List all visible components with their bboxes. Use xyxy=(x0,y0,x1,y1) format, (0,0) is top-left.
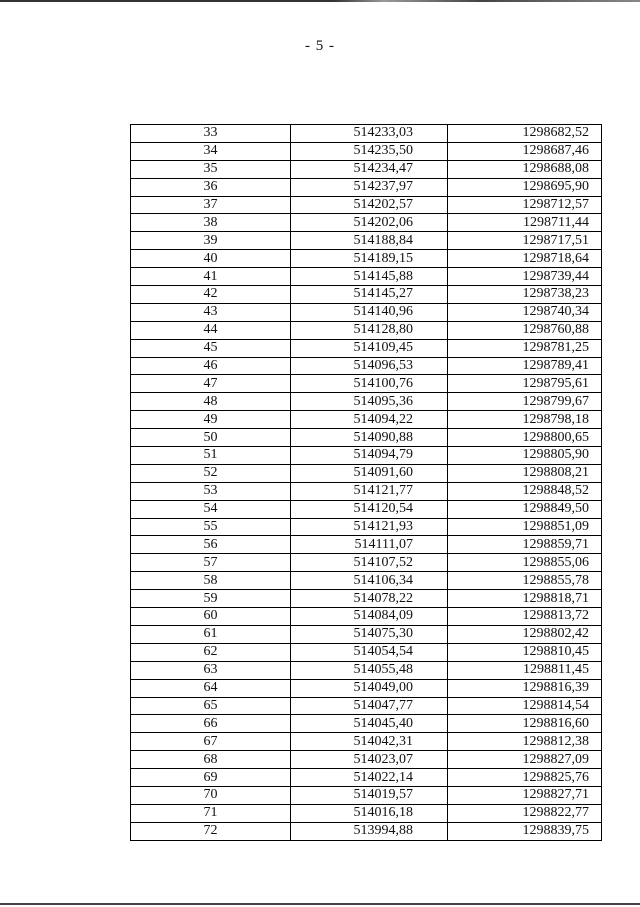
table-row xyxy=(131,697,602,715)
y-coordinate-cell: 1298855,78 xyxy=(448,572,602,590)
x-coordinate-cell: 514023,07 xyxy=(291,751,448,769)
y-coordinate-cell: 1298827,71 xyxy=(448,786,602,804)
y-coordinate-cell: 1298799,67 xyxy=(448,393,602,411)
y-coordinate-cell: 1298825,76 xyxy=(448,769,602,787)
y-coordinate-cell: 1298688,08 xyxy=(448,160,602,178)
table-row xyxy=(131,250,602,268)
table-row xyxy=(131,733,602,751)
x-coordinate-cell: 514090,88 xyxy=(291,429,448,447)
x-coordinate-cell: 514054,54 xyxy=(291,643,448,661)
y-coordinate-cell: 1298810,45 xyxy=(448,643,602,661)
x-coordinate-cell: 514095,36 xyxy=(291,393,448,411)
point-number-cell: 51 xyxy=(131,447,291,465)
point-number-cell: 38 xyxy=(131,214,291,232)
y-coordinate-cell: 1298816,60 xyxy=(448,715,602,733)
y-coordinate-cell: 1298812,38 xyxy=(448,733,602,751)
table-row xyxy=(131,500,602,518)
y-coordinate-cell: 1298855,06 xyxy=(448,554,602,572)
table-row xyxy=(131,625,602,643)
table-row xyxy=(131,679,602,697)
x-coordinate-cell: 514188,84 xyxy=(291,232,448,250)
table-row xyxy=(131,268,602,286)
point-number-cell: 68 xyxy=(131,751,291,769)
x-coordinate-cell: 514045,40 xyxy=(291,715,448,733)
table-row xyxy=(131,375,602,393)
y-coordinate-cell: 1298813,72 xyxy=(448,608,602,626)
table-row xyxy=(131,196,602,214)
x-coordinate-cell: 514237,97 xyxy=(291,178,448,196)
point-number-cell: 46 xyxy=(131,357,291,375)
table-row xyxy=(131,447,602,465)
table-row xyxy=(131,429,602,447)
table-row xyxy=(131,339,602,357)
y-coordinate-cell: 1298760,88 xyxy=(448,321,602,339)
x-coordinate-cell: 514091,60 xyxy=(291,464,448,482)
table-row xyxy=(131,393,602,411)
page-number: - 5 - xyxy=(305,38,335,54)
point-number-cell: 71 xyxy=(131,804,291,822)
x-coordinate-cell: 514075,30 xyxy=(291,625,448,643)
point-number-cell: 37 xyxy=(131,196,291,214)
y-coordinate-cell: 1298800,65 xyxy=(448,429,602,447)
x-coordinate-cell: 514019,57 xyxy=(291,786,448,804)
y-coordinate-cell: 1298740,34 xyxy=(448,303,602,321)
point-number-cell: 36 xyxy=(131,178,291,196)
x-coordinate-cell: 514084,09 xyxy=(291,608,448,626)
y-coordinate-cell: 1298789,41 xyxy=(448,357,602,375)
y-coordinate-cell: 1298849,50 xyxy=(448,500,602,518)
x-coordinate-cell: 514094,22 xyxy=(291,411,448,429)
x-coordinate-cell: 514055,48 xyxy=(291,661,448,679)
table-row xyxy=(131,303,602,321)
y-coordinate-cell: 1298848,52 xyxy=(448,482,602,500)
scan-edge-bottom xyxy=(0,903,640,905)
y-coordinate-cell: 1298851,09 xyxy=(448,518,602,536)
y-coordinate-cell: 1298811,45 xyxy=(448,661,602,679)
x-coordinate-cell: 513994,88 xyxy=(291,822,448,840)
point-number-cell: 72 xyxy=(131,822,291,840)
y-coordinate-cell: 1298822,77 xyxy=(448,804,602,822)
y-coordinate-cell: 1298795,61 xyxy=(448,375,602,393)
y-coordinate-cell: 1298818,71 xyxy=(448,590,602,608)
x-coordinate-cell: 514111,07 xyxy=(291,536,448,554)
table-row xyxy=(131,214,602,232)
x-coordinate-cell: 514202,57 xyxy=(291,196,448,214)
point-number-cell: 65 xyxy=(131,697,291,715)
y-coordinate-cell: 1298717,51 xyxy=(448,232,602,250)
point-number-cell: 44 xyxy=(131,321,291,339)
point-number-cell: 53 xyxy=(131,482,291,500)
table-row xyxy=(131,608,602,626)
point-number-cell: 63 xyxy=(131,661,291,679)
table-row xyxy=(131,286,602,304)
point-number-cell: 39 xyxy=(131,232,291,250)
x-coordinate-cell: 514121,77 xyxy=(291,482,448,500)
x-coordinate-cell: 514100,76 xyxy=(291,375,448,393)
y-coordinate-cell: 1298695,90 xyxy=(448,178,602,196)
x-coordinate-cell: 514078,22 xyxy=(291,590,448,608)
table-row xyxy=(131,178,602,196)
x-coordinate-cell: 514022,14 xyxy=(291,769,448,787)
y-coordinate-cell: 1298859,71 xyxy=(448,536,602,554)
scan-edge-top xyxy=(0,0,640,2)
y-coordinate-cell: 1298839,75 xyxy=(448,822,602,840)
x-coordinate-cell: 514145,27 xyxy=(291,286,448,304)
point-number-cell: 49 xyxy=(131,411,291,429)
x-coordinate-cell: 514202,06 xyxy=(291,214,448,232)
x-coordinate-cell: 514096,53 xyxy=(291,357,448,375)
x-coordinate-cell: 514047,77 xyxy=(291,697,448,715)
x-coordinate-cell: 514128,80 xyxy=(291,321,448,339)
point-number-cell: 58 xyxy=(131,572,291,590)
x-coordinate-cell: 514042,31 xyxy=(291,733,448,751)
table-row xyxy=(131,518,602,536)
y-coordinate-cell: 1298808,21 xyxy=(448,464,602,482)
y-coordinate-cell: 1298712,57 xyxy=(448,196,602,214)
y-coordinate-cell: 1298802,42 xyxy=(448,625,602,643)
x-coordinate-cell: 514234,47 xyxy=(291,160,448,178)
point-number-cell: 42 xyxy=(131,286,291,304)
point-number-cell: 41 xyxy=(131,268,291,286)
table-row xyxy=(131,822,602,840)
point-number-cell: 54 xyxy=(131,500,291,518)
point-number-cell: 70 xyxy=(131,786,291,804)
y-coordinate-cell: 1298711,44 xyxy=(448,214,602,232)
point-number-cell: 59 xyxy=(131,590,291,608)
point-number-cell: 57 xyxy=(131,554,291,572)
table-row xyxy=(131,804,602,822)
x-coordinate-cell: 514140,96 xyxy=(291,303,448,321)
point-number-cell: 56 xyxy=(131,536,291,554)
x-coordinate-cell: 514109,45 xyxy=(291,339,448,357)
point-number-cell: 61 xyxy=(131,625,291,643)
table-row xyxy=(131,661,602,679)
point-number-cell: 60 xyxy=(131,608,291,626)
y-coordinate-cell: 1298827,09 xyxy=(448,751,602,769)
point-number-cell: 48 xyxy=(131,393,291,411)
y-coordinate-cell: 1298814,54 xyxy=(448,697,602,715)
point-number-cell: 62 xyxy=(131,643,291,661)
table-row xyxy=(131,411,602,429)
x-coordinate-cell: 514235,50 xyxy=(291,142,448,160)
y-coordinate-cell: 1298781,25 xyxy=(448,339,602,357)
x-coordinate-cell: 514094,79 xyxy=(291,447,448,465)
table-row xyxy=(131,142,602,160)
table-row xyxy=(131,590,602,608)
table-row xyxy=(131,769,602,787)
x-coordinate-cell: 514016,18 xyxy=(291,804,448,822)
point-number-cell: 52 xyxy=(131,464,291,482)
point-number-cell: 69 xyxy=(131,769,291,787)
x-coordinate-cell: 514145,88 xyxy=(291,268,448,286)
coordinates-table xyxy=(130,124,602,841)
table-row xyxy=(131,232,602,250)
y-coordinate-cell: 1298718,64 xyxy=(448,250,602,268)
y-coordinate-cell: 1298798,18 xyxy=(448,411,602,429)
x-coordinate-cell: 514121,93 xyxy=(291,518,448,536)
table-row xyxy=(131,536,602,554)
point-number-cell: 64 xyxy=(131,679,291,697)
y-coordinate-cell: 1298805,90 xyxy=(448,447,602,465)
point-number-cell: 43 xyxy=(131,303,291,321)
point-number-cell: 67 xyxy=(131,733,291,751)
table-row xyxy=(131,572,602,590)
x-coordinate-cell: 514106,34 xyxy=(291,572,448,590)
x-coordinate-cell: 514120,54 xyxy=(291,500,448,518)
x-coordinate-cell: 514233,03 xyxy=(291,125,448,143)
x-coordinate-cell: 514049,00 xyxy=(291,679,448,697)
y-coordinate-cell: 1298682,52 xyxy=(448,125,602,143)
x-coordinate-cell: 514189,15 xyxy=(291,250,448,268)
table-row xyxy=(131,786,602,804)
point-number-cell: 33 xyxy=(131,125,291,143)
table-row xyxy=(131,482,602,500)
table-row xyxy=(131,715,602,733)
table-row xyxy=(131,464,602,482)
table-row xyxy=(131,643,602,661)
point-number-cell: 47 xyxy=(131,375,291,393)
point-number-cell: 66 xyxy=(131,715,291,733)
y-coordinate-cell: 1298738,23 xyxy=(448,286,602,304)
table-row xyxy=(131,160,602,178)
x-coordinate-cell: 514107,52 xyxy=(291,554,448,572)
table-row xyxy=(131,751,602,769)
coordinates-table-body xyxy=(131,125,602,841)
y-coordinate-cell: 1298816,39 xyxy=(448,679,602,697)
point-number-cell: 35 xyxy=(131,160,291,178)
point-number-cell: 34 xyxy=(131,142,291,160)
table-row xyxy=(131,554,602,572)
y-coordinate-cell: 1298739,44 xyxy=(448,268,602,286)
table-row xyxy=(131,357,602,375)
table-row xyxy=(131,125,602,143)
point-number-cell: 55 xyxy=(131,518,291,536)
table-row xyxy=(131,321,602,339)
point-number-cell: 45 xyxy=(131,339,291,357)
y-coordinate-cell: 1298687,46 xyxy=(448,142,602,160)
point-number-cell: 50 xyxy=(131,429,291,447)
point-number-cell: 40 xyxy=(131,250,291,268)
